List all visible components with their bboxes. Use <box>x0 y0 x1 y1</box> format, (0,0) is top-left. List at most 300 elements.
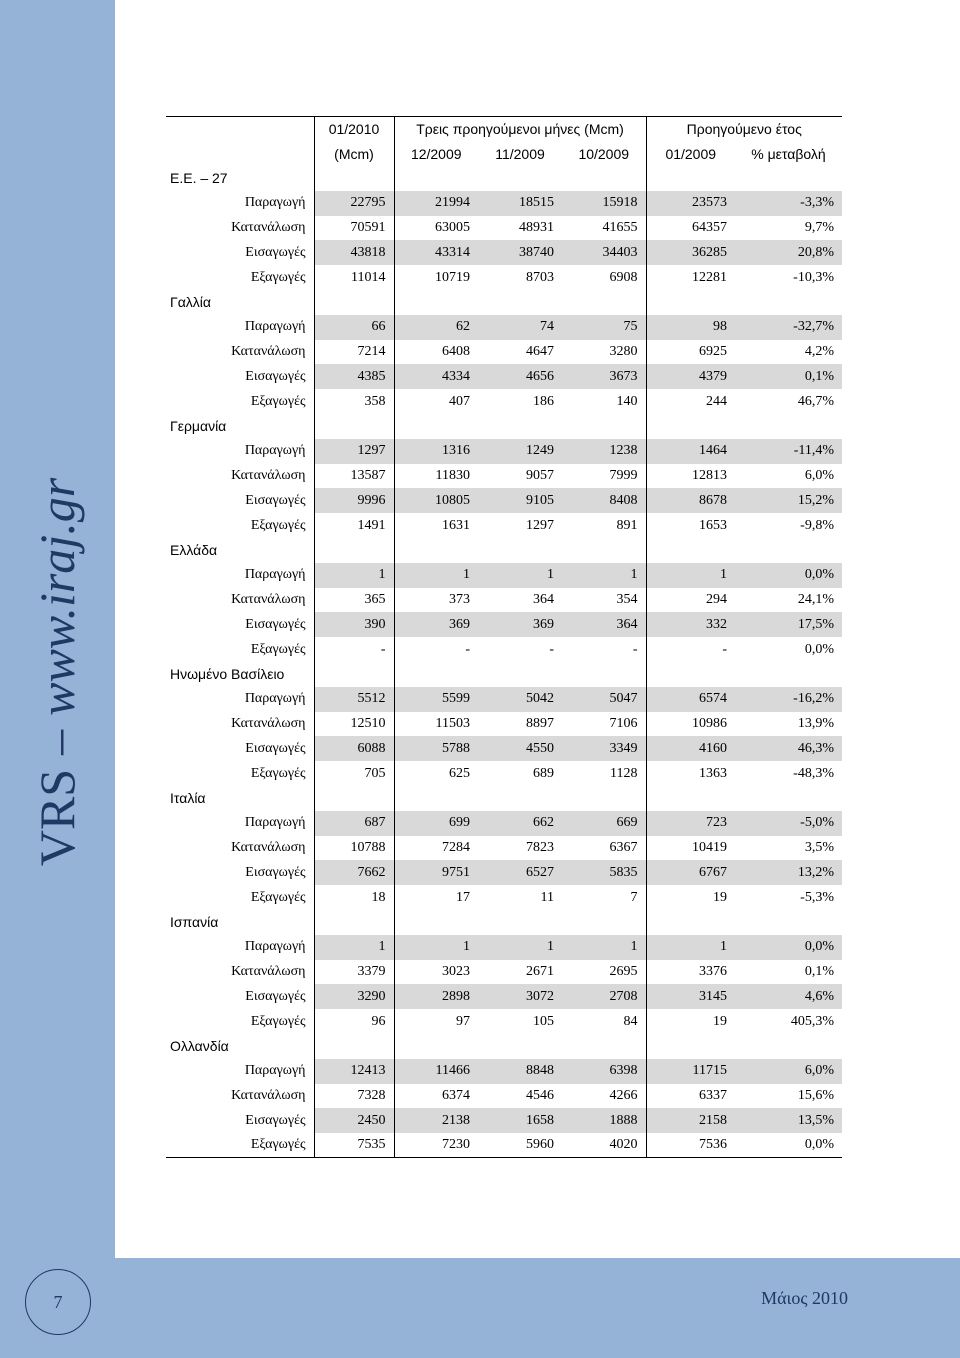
table-cell: 1 <box>394 935 478 960</box>
table-cell: 5042 <box>478 687 562 712</box>
row-label: Εξαγωγές <box>166 1133 314 1158</box>
country-empty-cell <box>478 290 562 315</box>
brand-url: www.iraj.gr <box>29 477 85 716</box>
table-row <box>166 240 842 265</box>
table-cell: 3280 <box>609 344 638 360</box>
country-empty-cell <box>562 786 646 811</box>
table-cell: 96 <box>314 1009 394 1034</box>
table-cell: 66 <box>314 315 394 340</box>
table-cell: 4,6% <box>735 984 842 1009</box>
table-cell: 4020 <box>562 1133 646 1158</box>
row-label: Εξαγωγές <box>250 641 306 657</box>
table-body <box>166 166 842 1158</box>
country-empty-cell <box>646 786 735 811</box>
table-cell: 41655 <box>602 220 638 236</box>
table-cell: -5,0% <box>735 811 842 836</box>
table-cell: 62 <box>394 315 478 340</box>
country-empty-cell <box>735 166 842 191</box>
table-cell: 1 <box>394 563 478 588</box>
row-label: Παραγωγή <box>166 563 314 588</box>
table-cell: 407 <box>394 389 478 414</box>
table-cell: 1 <box>314 935 394 960</box>
table-row <box>166 191 842 216</box>
table-cell: 12813 <box>646 464 735 489</box>
table-cell: 0,0% <box>735 1133 842 1158</box>
table-cell: 1297 <box>526 517 554 533</box>
footer-date: Μάιος 2010 <box>761 1288 848 1308</box>
table-cell: 6367 <box>609 840 638 855</box>
table-row <box>166 1133 842 1158</box>
table-row <box>166 860 842 885</box>
table-cell: 1631 <box>394 513 478 538</box>
table-row <box>166 563 842 588</box>
table-cell: 689 <box>533 765 554 781</box>
table-cell: 7662 <box>314 860 394 885</box>
table-cell: 0,0% <box>735 563 842 588</box>
table-cell: 891 <box>616 517 638 533</box>
table-cell: 10986 <box>646 712 735 737</box>
table-cell: 5788 <box>394 736 478 761</box>
table-cell: 2158 <box>646 1108 735 1133</box>
table-cell: 43818 <box>314 240 394 265</box>
header-current-month: 01/2010 <box>314 117 394 142</box>
header-three-months: Τρεις προηγούμενοι μήνες (Mcm) <box>394 117 646 142</box>
table-cell: 6398 <box>562 1059 646 1084</box>
table-cell: 8848 <box>478 1059 562 1084</box>
table-cell: 13,2% <box>735 860 842 885</box>
table-cell: 84 <box>623 1013 638 1029</box>
country-empty-cell <box>735 290 842 315</box>
table-cell: 2450 <box>314 1108 394 1133</box>
row-label: Κατανάλωση <box>231 840 306 855</box>
table-cell: 11466 <box>394 1059 478 1084</box>
table-row <box>166 439 842 464</box>
table-cell: 7230 <box>394 1133 478 1158</box>
country-empty-cell <box>394 414 478 439</box>
table-cell: 38740 <box>478 240 562 265</box>
row-label: Εισαγωγές <box>166 612 314 637</box>
country-empty-cell <box>314 662 394 687</box>
country-empty-cell <box>478 414 562 439</box>
country-empty-cell <box>478 786 562 811</box>
table-cell: 6908 <box>609 269 638 285</box>
country-empty-cell <box>735 786 842 811</box>
country-empty-cell <box>735 1034 842 1059</box>
table-cell: 9057 <box>526 468 554 484</box>
table-cell: 11014 <box>314 265 394 290</box>
table-cell: 4546 <box>526 1087 554 1103</box>
row-label: Κατανάλωση <box>231 220 306 236</box>
table-cell: 5047 <box>562 687 646 712</box>
country-empty-cell <box>562 290 646 315</box>
row-label: Εξαγωγές <box>250 765 306 781</box>
table-cell: 7535 <box>314 1133 394 1158</box>
table-cell: 5512 <box>314 687 394 712</box>
table-cell: 4160 <box>646 736 735 761</box>
country-name: Ελλάδα <box>170 542 218 559</box>
table-cell: 17 <box>394 885 478 910</box>
table-cell: 12510 <box>314 712 394 737</box>
table-cell: 46,3% <box>735 736 842 761</box>
country-empty-cell <box>735 538 842 563</box>
table-cell: 8897 <box>526 716 554 732</box>
table-cell: 1 <box>478 563 562 588</box>
table-cell: 294 <box>646 588 735 613</box>
country-row <box>166 662 842 687</box>
table-cell: 6337 <box>646 1084 735 1109</box>
row-label: Εισαγωγές <box>166 736 314 761</box>
sidebar-brand-text <box>28 478 86 866</box>
table-cell: 6374 <box>394 1084 478 1109</box>
table-cell: 369 <box>478 612 562 637</box>
table-cell: 4334 <box>394 364 478 389</box>
table-cell: 43314 <box>394 240 478 265</box>
row-label: Κατανάλωση <box>231 1087 306 1103</box>
table-cell: 7284 <box>394 836 478 861</box>
row-label: Εξαγωγές <box>250 393 306 409</box>
table-cell: 3,5% <box>804 840 834 855</box>
row-label: Εξαγωγές <box>250 889 306 905</box>
table-cell: 6767 <box>646 860 735 885</box>
country-empty-cell <box>478 662 562 687</box>
country-empty-cell <box>478 1034 562 1059</box>
table-cell: 6574 <box>646 687 735 712</box>
table-row <box>166 315 842 340</box>
table-cell: 3072 <box>478 984 562 1009</box>
country-name: Γαλλία <box>170 294 212 311</box>
country-empty-cell <box>646 166 735 191</box>
country-row <box>166 414 842 439</box>
row-label: Παραγωγή <box>166 439 314 464</box>
table-cell: 0,0% <box>735 935 842 960</box>
country-name: Ολλανδία <box>170 1038 229 1055</box>
table-cell: 1 <box>646 935 735 960</box>
table-row <box>166 836 842 861</box>
table-row <box>166 464 842 489</box>
table-cell: 8678 <box>646 488 735 513</box>
table-cell: 1238 <box>562 439 646 464</box>
table-cell: 1 <box>478 935 562 960</box>
country-empty-cell <box>562 910 646 935</box>
table-cell: 1297 <box>314 439 394 464</box>
table-row <box>166 1108 842 1133</box>
table-cell: 11715 <box>646 1059 735 1084</box>
table-row <box>166 637 842 662</box>
header-empty <box>166 141 314 166</box>
table-cell: - <box>549 641 554 657</box>
table-cell: 7823 <box>526 840 554 855</box>
table-row <box>166 513 842 538</box>
table-cell: 1653 <box>646 513 735 538</box>
table-cell: 8408 <box>562 488 646 513</box>
table-cell: 4385 <box>314 364 394 389</box>
country-empty-cell <box>646 538 735 563</box>
table-cell: 1 <box>314 563 394 588</box>
table-row <box>166 364 842 389</box>
table-cell: 10719 <box>394 265 478 290</box>
table-cell: 4656 <box>478 364 562 389</box>
table-cell: 9,7% <box>804 220 834 236</box>
table-cell: 4550 <box>478 736 562 761</box>
table-cell: 5835 <box>562 860 646 885</box>
table-cell: 17,5% <box>735 612 842 637</box>
table-cell: 97 <box>394 1009 478 1034</box>
table-cell: 723 <box>646 811 735 836</box>
brand-dash: – <box>29 729 85 755</box>
row-label: Παραγωγή <box>166 315 314 340</box>
row-label: Κατανάλωση <box>231 592 306 608</box>
table-cell: 7999 <box>609 468 638 484</box>
table-cell: 11 <box>540 889 554 905</box>
table-cell: 8703 <box>526 269 554 285</box>
country-empty-cell <box>314 1034 394 1059</box>
country-empty-cell <box>646 290 735 315</box>
country-row <box>166 538 842 563</box>
table-cell: 1658 <box>478 1108 562 1133</box>
table-row <box>166 960 842 985</box>
table-row <box>166 216 842 241</box>
table-cell: 2695 <box>609 963 638 979</box>
table-cell: 699 <box>394 811 478 836</box>
table-cell: 6,0% <box>804 468 834 484</box>
country-empty-cell <box>314 166 394 191</box>
table-cell: -5,3% <box>800 889 834 905</box>
table-row <box>166 1084 842 1109</box>
table-row <box>166 1059 842 1084</box>
table-cell: 364 <box>533 592 554 608</box>
table-cell: 358 <box>314 389 394 414</box>
table-cell: -32,7% <box>735 315 842 340</box>
table-cell: 7106 <box>609 716 638 732</box>
table-cell: 6408 <box>394 340 478 365</box>
table-cell: 1 <box>562 935 646 960</box>
table-cell: 669 <box>562 811 646 836</box>
table-cell: 1 <box>646 563 735 588</box>
table-cell: 0,0% <box>804 641 834 657</box>
country-name: Ε.Ε. – 27 <box>170 170 228 187</box>
row-label: Παραγωγή <box>166 687 314 712</box>
table-row <box>166 588 842 613</box>
table-cell: 354 <box>616 592 638 608</box>
row-label: Κατανάλωση <box>231 468 306 484</box>
row-label: Παραγωγή <box>166 935 314 960</box>
table-cell: 12413 <box>314 1059 394 1084</box>
header-month-1: 12/2009 <box>394 141 478 166</box>
table-cell: 625 <box>394 761 478 786</box>
country-empty-cell <box>314 786 394 811</box>
header-empty <box>166 117 314 142</box>
table-cell: 1464 <box>646 439 735 464</box>
header-previous-year: Προηγούμενο έτος <box>646 117 842 142</box>
header-row-2 <box>166 141 842 166</box>
table-cell: 186 <box>533 393 554 409</box>
row-label: Κατανάλωση <box>231 344 306 360</box>
table-cell: 1 <box>562 563 646 588</box>
country-empty-cell <box>562 166 646 191</box>
row-label: Παραγωγή <box>166 1059 314 1084</box>
table-cell: 98 <box>646 315 735 340</box>
table-cell: -16,2% <box>735 687 842 712</box>
table-cell: 405,3% <box>790 1013 834 1029</box>
table-cell: 4647 <box>526 344 554 360</box>
country-empty-cell <box>478 538 562 563</box>
country-empty-cell <box>646 662 735 687</box>
country-empty-cell <box>562 662 646 687</box>
country-empty-cell <box>314 290 394 315</box>
row-label: Εισαγωγές <box>166 1108 314 1133</box>
table-cell: 48931 <box>519 220 554 236</box>
table-cell: -11,4% <box>735 439 842 464</box>
table-cell: 34403 <box>562 240 646 265</box>
header-prev-year-month: 01/2009 <box>646 141 735 166</box>
table-cell: 2671 <box>526 963 554 979</box>
country-empty-cell <box>394 662 478 687</box>
table-cell: 11503 <box>394 712 478 737</box>
table-cell: 0,1% <box>804 963 834 979</box>
table-row <box>166 488 842 513</box>
header-month-3: 10/2009 <box>578 145 630 162</box>
table-cell: - <box>394 637 478 662</box>
brand-name: VRS <box>29 768 85 867</box>
table-cell: 2898 <box>394 984 478 1009</box>
table-cell: 3379 <box>314 960 394 985</box>
table-cell: 5960 <box>478 1133 562 1158</box>
table-cell: 332 <box>646 612 735 637</box>
row-label: Εισαγωγές <box>166 860 314 885</box>
table-cell: 6925 <box>646 340 735 365</box>
row-label: Εισαγωγές <box>166 984 314 1009</box>
table-cell: 64357 <box>646 216 735 241</box>
table-row <box>166 712 842 737</box>
table-cell: -48,3% <box>793 765 834 781</box>
table-cell: 70591 <box>314 216 394 241</box>
page-number <box>25 1269 91 1335</box>
country-empty-cell <box>394 538 478 563</box>
country-empty-cell <box>314 414 394 439</box>
country-empty-cell <box>394 910 478 935</box>
table-cell: 19 <box>646 885 735 910</box>
table-cell: 1363 <box>646 761 735 786</box>
country-empty-cell <box>394 1034 478 1059</box>
table-cell: 10788 <box>314 836 394 861</box>
table-cell: 10805 <box>394 488 478 513</box>
table-cell: 3349 <box>562 736 646 761</box>
table-row <box>166 340 842 365</box>
table-cell: 6,0% <box>735 1059 842 1084</box>
table-cell: 105 <box>533 1013 554 1029</box>
table-cell: 365 <box>314 588 394 613</box>
gas-statistics-table <box>166 116 842 1158</box>
table-cell: 1128 <box>610 765 638 781</box>
row-label: Κατανάλωση <box>231 716 306 732</box>
table-cell: 3376 <box>646 960 735 985</box>
table-cell: 21994 <box>394 191 478 216</box>
table-cell: - <box>314 637 394 662</box>
table-row <box>166 389 842 414</box>
table-cell: 12281 <box>646 265 735 290</box>
table-cell: 19 <box>646 1009 735 1034</box>
country-name: Ιταλία <box>170 790 206 807</box>
table-cell: - <box>632 641 638 657</box>
table-cell: 3145 <box>646 984 735 1009</box>
country-empty-cell <box>394 290 478 315</box>
row-label: Εξαγωγές <box>250 1013 306 1029</box>
table-row <box>166 984 842 1009</box>
table-cell: 13587 <box>314 464 394 489</box>
country-empty-cell <box>394 166 478 191</box>
row-label: Εξαγωγές <box>250 269 306 285</box>
table-cell: 7 <box>630 889 638 905</box>
table-cell: 24,1% <box>797 592 834 608</box>
country-row <box>166 786 842 811</box>
table-row <box>166 736 842 761</box>
table-cell: 3290 <box>314 984 394 1009</box>
table-cell: 18 <box>314 885 394 910</box>
country-empty-cell <box>646 910 735 935</box>
table-cell: 23573 <box>646 191 735 216</box>
country-empty-cell <box>394 786 478 811</box>
table-cell: 75 <box>562 315 646 340</box>
table-cell: 36285 <box>646 240 735 265</box>
table-cell: 1249 <box>478 439 562 464</box>
table-cell: 662 <box>478 811 562 836</box>
header-month-2: 11/2009 <box>495 145 545 162</box>
country-empty-cell <box>562 538 646 563</box>
table-cell: 369 <box>394 612 478 637</box>
country-empty-cell <box>735 414 842 439</box>
table-cell: 63005 <box>394 216 478 241</box>
table-row <box>166 612 842 637</box>
table-cell: 7328 <box>314 1084 394 1109</box>
country-row <box>166 290 842 315</box>
table-cell: 11830 <box>394 464 478 489</box>
table-cell: 3673 <box>562 364 646 389</box>
country-empty-cell <box>314 538 394 563</box>
table-cell: 2708 <box>562 984 646 1009</box>
table-cell: 7536 <box>646 1133 735 1158</box>
table-cell: -3,3% <box>735 191 842 216</box>
country-name: Ισπανία <box>170 914 219 931</box>
table-cell: 5599 <box>394 687 478 712</box>
row-label: Εισαγωγές <box>166 364 314 389</box>
table-cell: 20,8% <box>735 240 842 265</box>
table-cell: 9996 <box>314 488 394 513</box>
gas-statistics-table-container <box>166 116 842 1158</box>
country-row <box>166 1034 842 1059</box>
header-unit: (Mcm) <box>314 141 394 166</box>
table-row <box>166 935 842 960</box>
country-empty-cell <box>735 662 842 687</box>
country-row <box>166 166 842 191</box>
country-empty-cell <box>478 910 562 935</box>
row-label: Κατανάλωση <box>231 963 306 979</box>
table-cell: 4379 <box>646 364 735 389</box>
table-cell: 373 <box>394 588 478 613</box>
table-cell: 9105 <box>478 488 562 513</box>
table-cell: 1316 <box>394 439 478 464</box>
table-cell: 705 <box>314 761 394 786</box>
row-label: Εισαγωγές <box>166 488 314 513</box>
country-empty-cell <box>646 414 735 439</box>
table-cell: 1888 <box>562 1108 646 1133</box>
country-empty-cell <box>646 1034 735 1059</box>
table-row <box>166 761 842 786</box>
table-cell: 687 <box>314 811 394 836</box>
table-cell: 4266 <box>609 1087 638 1103</box>
table-cell: 46,7% <box>797 393 834 409</box>
page-number-text: 7 <box>53 1291 63 1312</box>
table-cell: 22795 <box>314 191 394 216</box>
